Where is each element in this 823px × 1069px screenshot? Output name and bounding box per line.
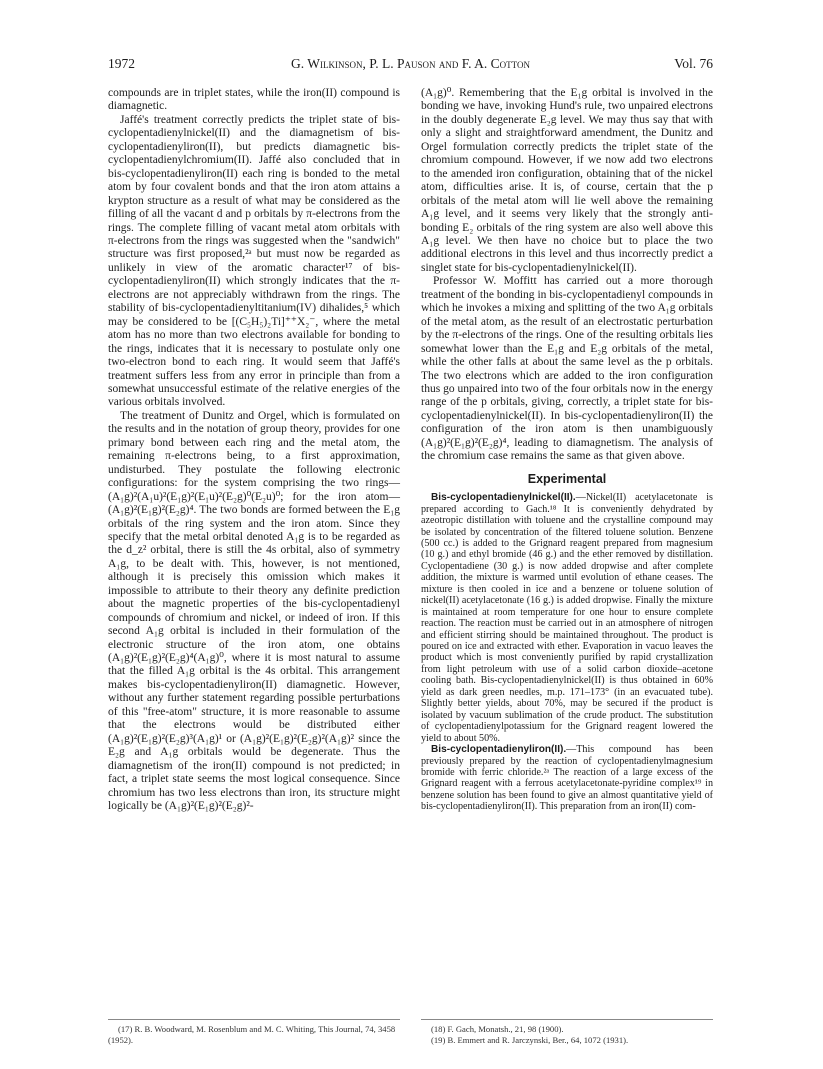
compound-title: Bis-cyclopentadienylnickel(II). — [431, 492, 576, 504]
footnote: (17) R. B. Woodward, M. Rosenblum and M. C. Whiting, This Journal, 74, 3458 (1952). — [108, 1024, 396, 1045]
running-header — [108, 56, 713, 76]
paragraph: Jaffé's treatment correctly predicts the triplet state of bis-cyclopentadienylnickel(II) and the diamagnetism of bis-cyclopentadienyliron(II), but predicts diamagnetic bis-cyclopentadienylchromium(II). Jaffé also concluded that in bis-cyclopentadienyliron(II) each ring is bonded to the metal atom by four covalent bonds and that the iron atom attains a krypton structure as a result of what may be considered as the filling of all the vacant d and p orbitals by π-electrons from the rings. The complete filling of vacant metal atom orbitals with π-electrons from the rings was suggested when the "sandwich" structure was first proposed,²ᵃ but must now be regarded as unlikely in view of the aromatic character¹⁷ of bis-cyclopentadienyliron(II) which strongly indicates that the π-electrons are not appreciably withdrawn from the rings. The stability of bis-cyclopentadienyltitanium(IV) dihalides,⁵ which may be considered to be [(C₅H₅)₂Ti]⁺⁺X₂⁻, where the metal atom has no more than two electrons available for bonding to the rings, indicates that it is necessary to postulate only one two-electron bond to each ring. It would seem that Jaffé's treatment suffers less from any error in principle than from a somewhat unsuccessful estimate of the relative energies of the various orbitals involved. — [108, 113, 400, 409]
footnote: (18) F. Gach, Monatsh., 21, 98 (1900). — [431, 1024, 564, 1034]
experimental-paragraph — [421, 744, 713, 813]
compound-title: Bis-cyclopentadienyliron(II). — [431, 744, 567, 756]
left-column — [108, 87, 400, 813]
right-column — [421, 87, 713, 813]
running-title: G. Wilkinson, P. L. Pauson and F. A. Cotton — [290, 56, 531, 71]
paragraph: compounds are in triplet states, while the iron(II) compound is diamagnetic. — [108, 87, 400, 113]
footnotes-right — [421, 1019, 713, 1046]
paragraph-text: —This compound has been previously prepared by the reaction of cyclopentadienylmagnesium bromide with ferric chloride.²ᵃ The reaction of a large excess of the Grignard reagent with a ferrous acetylacetonate-pyridine complex¹⁹ in benzene solution has been found to give an almost quantitative yield of bis-cyclopentadienyliron(II). This preparation from an iron(II) com- — [421, 744, 713, 813]
experimental-section — [421, 492, 713, 813]
page-number: 1972 — [108, 56, 135, 71]
section-heading-experimental: Experimental — [527, 471, 607, 486]
paragraph: (A₁g)⁰. Remembering that the E₁g orbital is involved in the bonding we have, invoking Hund's rule, two unpaired electrons in the doubly degenerate E₂g level. We may thus say that with only a slight and straightforward amendment, the Dunitz and Orgel formulation correctly predicts the triplet state of the chromium compound. However, if we now add two electrons to the amended iron configuration, obtaining that of the nickel atom, difficulties arise. It is, of course, certain that the p orbitals of the metal atom will lie well above the remaining A₁g level, and it seems very likely that the strongly anti-bonding E₂ orbitals of the ring system are also well above this A₁g level. We then have no choice but to place the two additional electrons in this level and thus incorrectly predict a singlet state for bis-cyclopentadienylnickel(II). — [421, 87, 713, 274]
footnotes-left — [108, 1019, 400, 1046]
paragraph: Professor W. Moffitt has carried out a more thorough treatment of the bonding in bis-cyclopentadienyl compounds in which he invokes a mixing and splitting of the two A₁g orbitals of the metal atom, as the result of an electrostatic perturbation by the π-electrons of the rings. One of the resulting orbitals lies somewhat lower than the E₁g and E₂g orbitals of the metal, while the other falls at about the same level as the p orbitals. The two electrons which are added to the iron configuration thus go unpaired into two of the four orbitals now in the energy range of the p orbitals, giving, correctly, a triplet state for bis-cyclopentadienylnickel(II). In bis-cyclopentadienyliron(II) the configuration of the iron atom is then unambiguously (A₁g)²(E₁g)²(E₂g)⁴, leading to diamagnetism. The analysis of the chromium case remains the same as that given above. — [421, 275, 713, 463]
experimental-paragraph — [421, 492, 713, 744]
paragraph: The treatment of Dunitz and Orgel, which is formulated on the results and in the notation of group theory, provides for one primary bond between each ring and the metal atom, the remaining π-electrons being, to a first approximation, undisturbed. They postulate the following electronic configurations: for the system comprising the two rings—(A₁g)²(A₁u)²(E₁g)²(E₁u)²(E₂g)⁰(E₂u)⁰; for the iron atom—(A₁g)²(E₁g)²(E₂g)⁴. The two bonds are formed between the E₁g orbitals of the ring system and the iron atom. Since they specify that the metal orbital denoted A₁g is to be regarded as the d_z² orbital, there is still the 4s orbital, also of symmetry A₁g, to be dealt with. This, however, is not mentioned, although it is precisely this omission which makes it impossible to attribute to their theory any definite prediction about the magnetic properties of the bis-cyclopentadienyl compounds of chromium and nickel, or indeed of iron. If this second A₁g orbital is included in their formulation of the electronic structure of the iron atom, one obtains (A₁g)²(E₁g)²(E₂g)⁴(A₁g)⁰, where it is most natural to assume that the filled A₁g orbital is the 4s orbital. This arrangement makes bis-cyclopentadienyliron(II) diamagnetic. However, without any further statement regarding possible perturbations of this "free-atom" structure, it is more reasonable to assume that the electrons would be distributed either (A₁g)²(E₁g)²(E₂g)³(A₁g)¹ or (A₁g)²(E₁g)²(E₂g)²(A₁g)² since the E₂g and A₁g orbitals would be degenerate. Thus the diamagnetism of the iron(II) compound is not predicted; in fact, a triplet state seems the most logical consequence. Since chromium has two less electrons than iron, its structure might logically be (A₁g)²(E₁g)²(E₂g)²- — [108, 409, 400, 813]
paragraph-text: —Nickel(II) acetylacetonate is prepared according to Gach.¹⁸ It is conveniently dehydrated by azeotropic distillation with toluene and the crystalline compound may be isolated by concentration of the filtered toluene solution. Benzene (500 cc.) is added to the Grignard reagent prepared from magnesium (10 g.) and ethyl bromide (46 g.) and the ether removed by distillation. Cyclopentadiene (30 g.) is now added dropwise and after complete addition, the mixture is warmed until evolution of ethane ceases. The mixture is then cooled in ice and a benzene or toluene solution of nickel(II) acetylacetonate (16 g.) is added dropwise. Finally the mixture is maintained at room temperature for one hour to ensure complete reaction. The reaction must be carried out in an atmosphere of nitrogen and efficient stirring should be maintained throughout. The product is poured on ice and extracted with ether. Evaporation in vacuo leaves the product which is most conveniently purified by rapid crystallization from light petroleum with use of a solid carbon dioxide–acetone cooling bath. Bis-cyclopentadienylnickel(II) is thus obtained in 60% yield as dark green needles, m.p. 171–173° (in an evacuated tube). Slightly better yields, about 70%, may be secured if the product is isolated by vacuum sublimation of the crude product. The substitution of cyclopentadienylpotassium for the Grignard reagent lowered the yield to about 50%. — [421, 492, 713, 744]
volume-label: Vol. 76 — [674, 56, 713, 71]
footnote: (19) B. Emmert and R. Jarczynski, Ber., 64, 1072 (1931). — [431, 1035, 629, 1045]
